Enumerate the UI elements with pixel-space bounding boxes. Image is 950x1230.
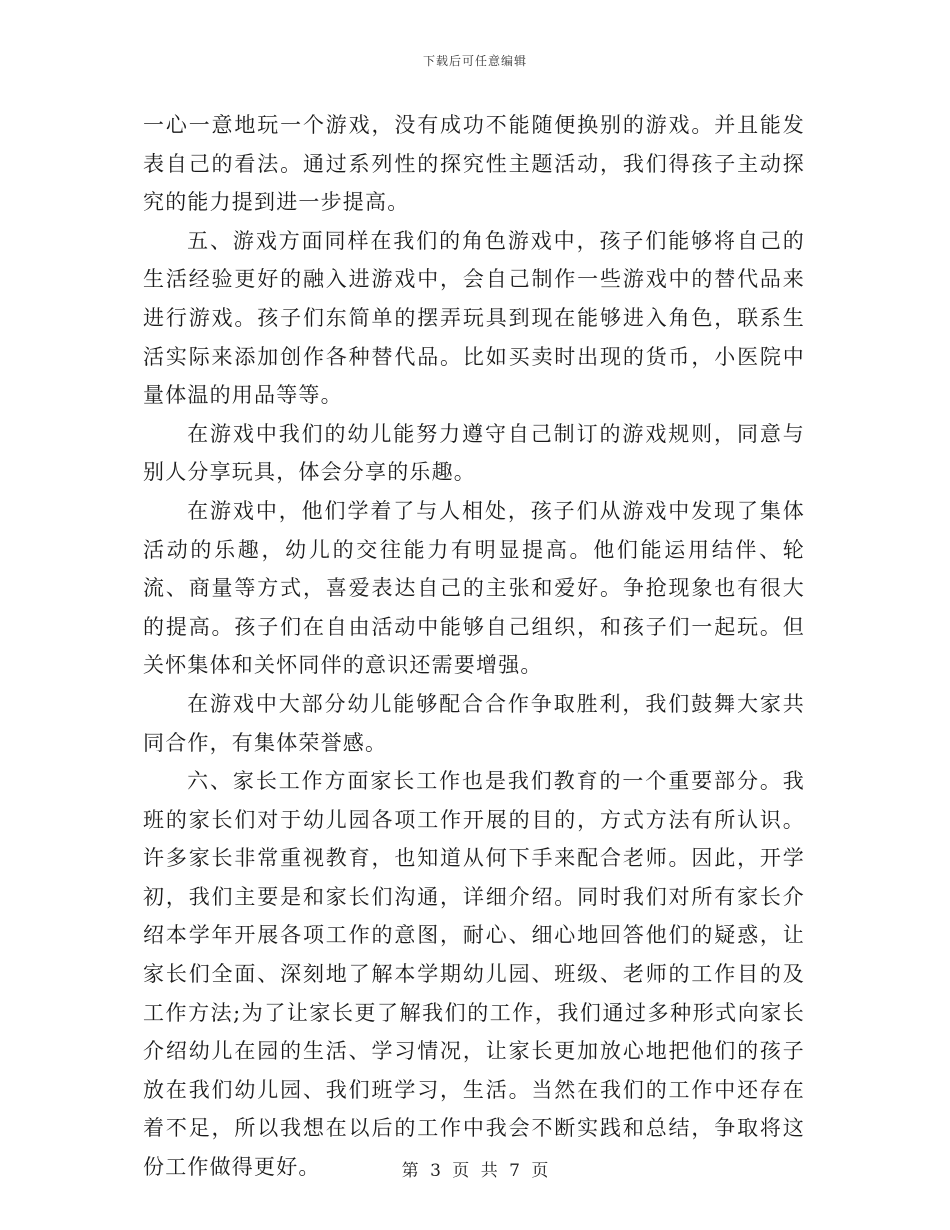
page-number: 第 3 页 共 7 页: [401, 1161, 549, 1181]
document-body: [143, 106, 805, 1187]
paragraph: 五、游戏方面同样在我们的角色游戏中，孩子们能够将自己的生活经验更好的融入进游戏中，会自己制作一些游戏中的替代品来进行游戏。孩子们东简单的摆弄玩具到现在能够进入角色，联系生活实际来添加创作各种替代品。比如买卖时出现的货币，小医院中量体温的用品等等。: [143, 228, 805, 408]
paragraph: 在游戏中，他们学着了与人相处，孩子们从游戏中发现了集体活动的乐趣，幼儿的交往能力有明显提高。他们能运用结伴、轮流、商量等方式，喜爱表达自己的主张和爱好。争抢现象也有很大的提高。孩子们在自由活动中能够自己组织，和孩子们一起玩。但关怀集体和关怀同伴的意识还需要增强。: [143, 498, 805, 678]
paragraph: 六、家长工作方面家长工作也是我们教育的一个重要部分。我班的家长们对于幼儿园各项工作开展的目的，方式方法有所认识。许多家长非常重视教育，也知道从何下手来配合老师。因此，开学初，我们主要是和家长们沟通，详细介绍。同时我们对所有家长介绍本学年开展各项工作的意图，耐心、细心地回答他们的疑惑，让家长们全面、深刻地了解本学期幼儿园、班级、老师的工作目的及工作方法;为了让家长更了解我们的工作，我们通过多种形式向家长介绍幼儿在园的生活、学习情况，让家长更加放心地把他们的孩子放在我们幼儿园、我们班学习，生活。当然在我们的工作中还存在着不足，所以我想在以后的工作中我会不断实践和总结，争取将这份工作做得更好。: [143, 769, 805, 1180]
page-header: 下载后可任意编辑: [422, 54, 527, 68]
paragraph: 在游戏中我们的幼儿能努力遵守自己制订的游戏规则，同意与别人分享玩具，体会分享的乐趣。: [143, 421, 805, 485]
paragraph: 一心一意地玩一个游戏，没有成功不能随便换别的游戏。并且能发表自己的看法。通过系列性的探究性主题活动，我们得孩子主动探究的能力提到进一步提高。: [143, 113, 805, 215]
paragraph: 在游戏中大部分幼儿能够配合合作争取胜利，我们鼓舞大家共同合作，有集体荣誉感。: [143, 691, 805, 755]
